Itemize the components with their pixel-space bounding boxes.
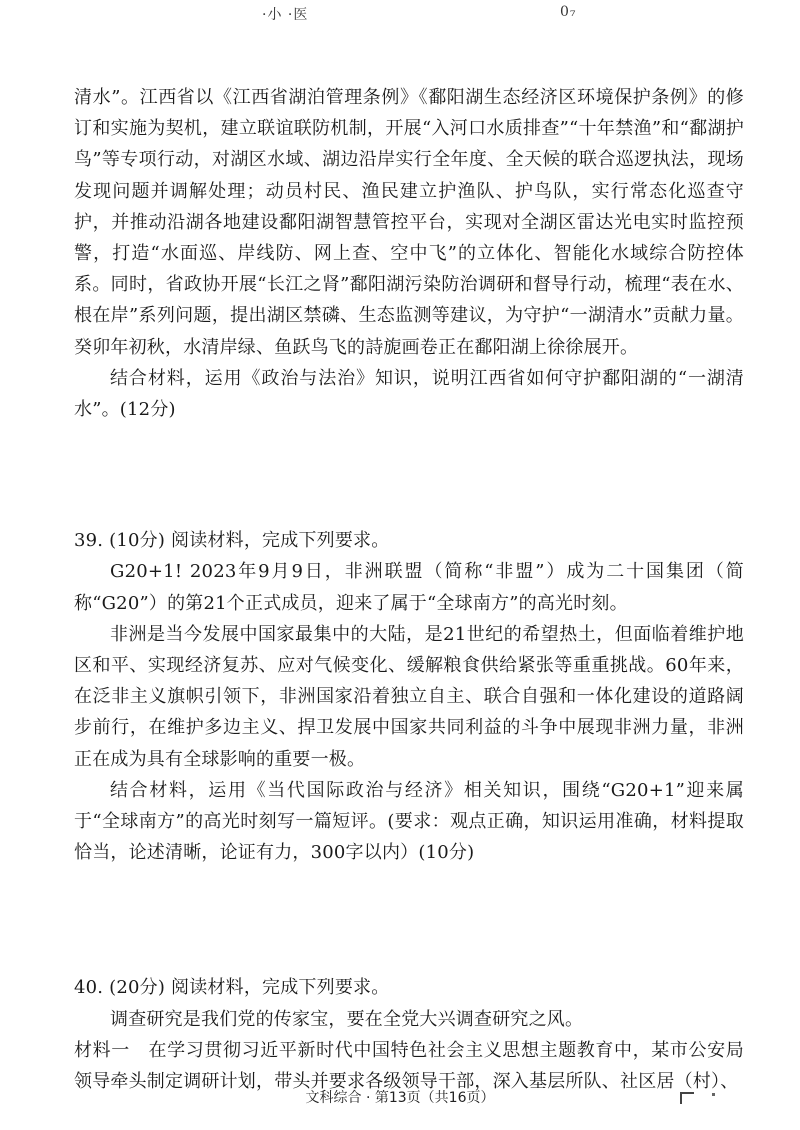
header-mark-right: 0₇: [560, 4, 577, 20]
question-40: [74, 972, 744, 1097]
scan-corner-mark: [680, 1092, 694, 1104]
q39-heading: 39. (10分) 阅读材料，完成下列要求。: [74, 530, 390, 552]
scan-dot: [712, 1093, 715, 1096]
exam-page-body: [74, 82, 744, 1097]
q39-task: 结合材料，运用《当代国际政治与经济》相关知识，围绕“G20+1”迎来属于“全球南方”的高光时刻写一篇短评。(要求：观点正确，知识运用准确，材料提取恰当，论述清晰，论证有力，300字以内）(10分): [74, 779, 744, 864]
q38-material-paragraph: 清水”。江西省以《江西省湖泊管理条例》《鄱阳湖生态经济区环境保护条例》的修订和实施为契机，建立联谊联防机制，开展“入河口水质排查”“十年禁渔”和“鄱湖护鸟”等专项行动，对湖区水域、湖边沿岸实行全年度、全天候的联合巡逻执法，现场发现问题并调解处理；动员村民、渔民建立护渔队、护鸟队，实行常态化巡查守护，并推动沿湖各地建设鄱阳湖智慧管控平台，实现对全湖区雷达光电实时监控预警，打造“水面巡、岸线防、网上查、空中飞”的立体化、智能化水域综合防控体系。同时，省政协开展“长江之肾”鄱阳湖污染防治调研和督导行动，梳理“表在水、根在岸”系列问题，提出湖区禁磷、生态监测等建议，为守护“一湖清水”贡献力量。癸卯年初秋，水清岸绿、鱼跃鸟飞的詩旎画卷正在鄱阳湖上徐徐展开。: [74, 87, 744, 358]
answer-space-39: [74, 868, 744, 972]
q38-task: 结合材料，运用《政治与法治》知识，说明江西省如何守护鄱阳湖的“一湖清水”。(12分): [74, 367, 744, 421]
q40-material-1: 材料一 在学习贯彻习近平新时代中国特色社会主义思想主题教育中，某市公安局领导牵头制定调研计划，带头并要求各级领导干部，深入基层所队、社区居（村）、: [74, 1039, 744, 1093]
question-38-continuation: [74, 82, 744, 425]
header-mark-left: ·小 ·医: [262, 7, 309, 23]
page-footer: 文科综合 · 第13页（共16页）: [305, 1090, 495, 1106]
q39-paragraph-2: 非洲是当今发展中国家最集中的大陆，是21世纪的希望热土，但面临着维护地区和平、实现经济复苏、应对气候变化、缓解粮食供给紧张等重重挑战。60年来，在泛非主义旗帜引领下，非洲国家沿着独立自主、联合自强和一体化建设的道路阔步前行，在维护多边主义、捍卫发展中国家共同利益的斗争中展现非洲力量，非洲正在成为具有全球影响的重要一极。: [74, 623, 744, 770]
question-39: [74, 525, 744, 868]
scan-header-marks: [0, 4, 800, 26]
q39-paragraph-1: G20+1! 2023年9月9日，非洲联盟（简称“非盟”）成为二十国集团（简称“G20”）的第21个正式成员，迎来了属于“全球南方”的高光时刻。: [74, 561, 744, 614]
q40-heading: 40. (20分) 阅读材料，完成下列要求。: [74, 977, 390, 999]
q40-intro: 调查研究是我们党的传家宝，要在全党大兴调查研究之风。: [110, 1008, 584, 1030]
answer-space-38: [74, 425, 744, 525]
